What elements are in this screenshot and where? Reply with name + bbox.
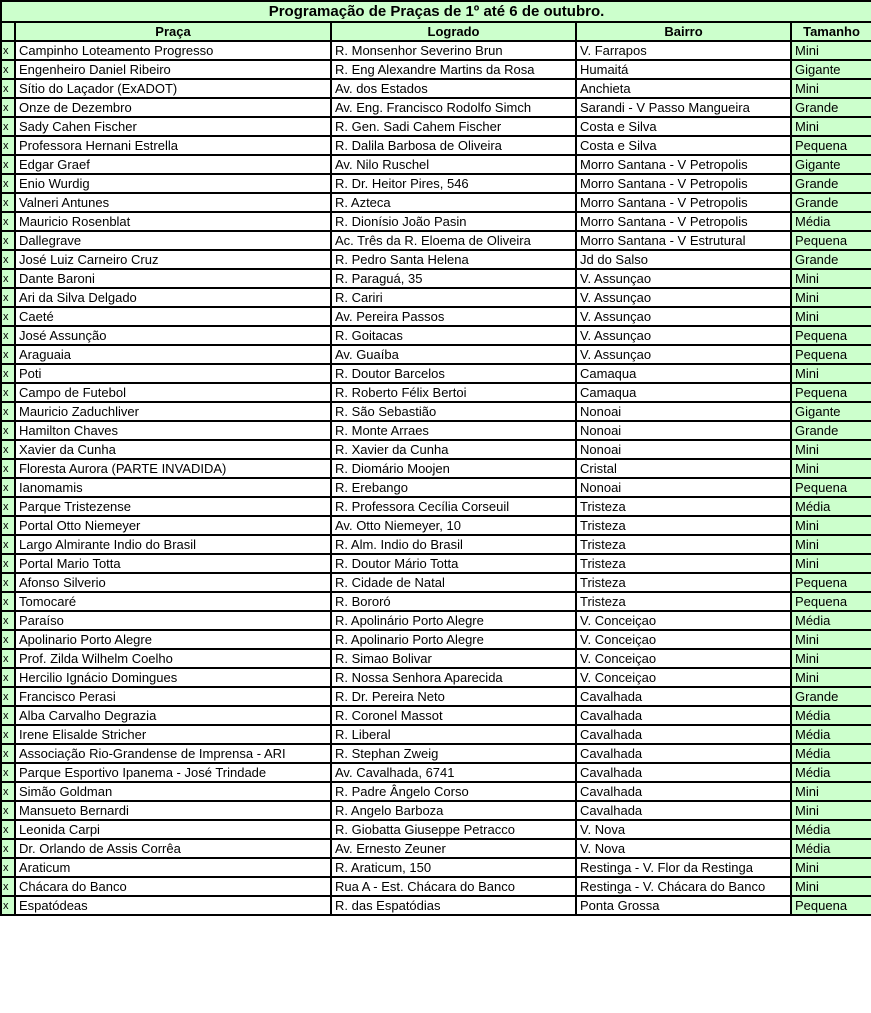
cell-tamanho: Mini xyxy=(791,288,871,307)
cell-tamanho: Grande xyxy=(791,250,871,269)
table-row xyxy=(1,155,871,174)
cell-praca: Engenheiro Daniel Ribeiro xyxy=(15,60,331,79)
cell-tamanho: Mini xyxy=(791,307,871,326)
cell-bairro: Tristeza xyxy=(576,497,791,516)
cell-tamanho: Pequena xyxy=(791,326,871,345)
table-row xyxy=(1,592,871,611)
cell-logrado: Av. Otto Niemeyer, 10 xyxy=(331,516,576,535)
row-marker: x xyxy=(1,231,15,250)
cell-bairro: V. Conceiçao xyxy=(576,611,791,630)
row-marker: x xyxy=(1,402,15,421)
row-marker: x xyxy=(1,117,15,136)
cell-praca: Valneri Antunes xyxy=(15,193,331,212)
table-row xyxy=(1,554,871,573)
table-row xyxy=(1,79,871,98)
cell-logrado: R. Eng Alexandre Martins da Rosa xyxy=(331,60,576,79)
cell-bairro: Cavalhada xyxy=(576,801,791,820)
row-marker: x xyxy=(1,383,15,402)
cell-praca: Prof. Zilda Wilhelm Coelho xyxy=(15,649,331,668)
cell-logrado: R. Monte Arraes xyxy=(331,421,576,440)
cell-tamanho: Pequena xyxy=(791,231,871,250)
table-row xyxy=(1,896,871,915)
cell-praca: Dante Baroni xyxy=(15,269,331,288)
cell-logrado: R. São Sebastião xyxy=(331,402,576,421)
cell-logrado: Rua A - Est. Chácara do Banco xyxy=(331,877,576,896)
table-row xyxy=(1,364,871,383)
row-marker: x xyxy=(1,155,15,174)
row-marker: x xyxy=(1,611,15,630)
row-marker: x xyxy=(1,364,15,383)
cell-bairro: V. Assunçao xyxy=(576,345,791,364)
row-marker: x xyxy=(1,79,15,98)
cell-logrado: R. Padre Ângelo Corso xyxy=(331,782,576,801)
cell-tamanho: Média xyxy=(791,706,871,725)
table-row xyxy=(1,858,871,877)
cell-tamanho: Mini xyxy=(791,516,871,535)
cell-praca: Alba Carvalho Degrazia xyxy=(15,706,331,725)
cell-tamanho: Grande xyxy=(791,193,871,212)
cell-tamanho: Pequena xyxy=(791,383,871,402)
cell-tamanho: Média xyxy=(791,763,871,782)
table-row xyxy=(1,744,871,763)
cell-logrado: R. Dr. Heitor Pires, 546 xyxy=(331,174,576,193)
cell-tamanho: Gigante xyxy=(791,60,871,79)
cell-bairro: Cristal xyxy=(576,459,791,478)
table-row xyxy=(1,440,871,459)
table-row xyxy=(1,725,871,744)
cell-tamanho: Mini xyxy=(791,630,871,649)
row-marker: x xyxy=(1,782,15,801)
cell-logrado: R. Dr. Pereira Neto xyxy=(331,687,576,706)
table-row xyxy=(1,250,871,269)
cell-tamanho: Mini xyxy=(791,440,871,459)
row-marker: x xyxy=(1,554,15,573)
row-marker: x xyxy=(1,649,15,668)
table-row xyxy=(1,801,871,820)
cell-praca: Parque Esportivo Ipanema - José Trindade xyxy=(15,763,331,782)
cell-tamanho: Média xyxy=(791,839,871,858)
cell-praca: Caeté xyxy=(15,307,331,326)
table-row xyxy=(1,345,871,364)
cell-logrado: Av. dos Estados xyxy=(331,79,576,98)
cell-logrado: R. Araticum, 150 xyxy=(331,858,576,877)
cell-bairro: V. Assunçao xyxy=(576,269,791,288)
cell-praca: Paraíso xyxy=(15,611,331,630)
cell-bairro: Jd do Salso xyxy=(576,250,791,269)
cell-bairro: Cavalhada xyxy=(576,782,791,801)
cell-bairro: Cavalhada xyxy=(576,687,791,706)
row-marker: x xyxy=(1,687,15,706)
cell-logrado: R. Stephan Zweig xyxy=(331,744,576,763)
cell-logrado: R. Diomário Moojen xyxy=(331,459,576,478)
cell-bairro: V. Assunçao xyxy=(576,307,791,326)
cell-tamanho: Mini xyxy=(791,782,871,801)
cell-tamanho: Mini xyxy=(791,117,871,136)
table-row xyxy=(1,611,871,630)
row-marker: x xyxy=(1,801,15,820)
cell-praca: Dallegrave xyxy=(15,231,331,250)
cell-logrado: R. Apolinario Porto Alegre xyxy=(331,630,576,649)
table-row xyxy=(1,820,871,839)
cell-praca: Campinho Loteamento Progresso xyxy=(15,41,331,60)
cell-bairro: Morro Santana - V Petropolis xyxy=(576,193,791,212)
cell-bairro: Tristeza xyxy=(576,573,791,592)
cell-tamanho: Pequena xyxy=(791,136,871,155)
row-marker: x xyxy=(1,41,15,60)
cell-praca: Irene Elisalde Stricher xyxy=(15,725,331,744)
cell-bairro: Cavalhada xyxy=(576,706,791,725)
cell-tamanho: Média xyxy=(791,497,871,516)
table-row xyxy=(1,877,871,896)
cell-logrado: Av. Eng. Francisco Rodolfo Simch xyxy=(331,98,576,117)
cell-bairro: V. Conceiçao xyxy=(576,668,791,687)
row-marker: x xyxy=(1,497,15,516)
cell-logrado: R. Gen. Sadi Cahem Fischer xyxy=(331,117,576,136)
row-marker: x xyxy=(1,592,15,611)
cell-tamanho: Gigante xyxy=(791,155,871,174)
cell-logrado: R. Coronel Massot xyxy=(331,706,576,725)
cell-praca: Floresta Aurora (PARTE INVADIDA) xyxy=(15,459,331,478)
row-marker: x xyxy=(1,668,15,687)
table-row xyxy=(1,174,871,193)
cell-bairro: Camaqua xyxy=(576,383,791,402)
table-row xyxy=(1,649,871,668)
cell-logrado: Av. Pereira Passos xyxy=(331,307,576,326)
cell-bairro: Morro Santana - V Petropolis xyxy=(576,155,791,174)
cell-praca: Portal Mario Totta xyxy=(15,554,331,573)
cell-logrado: R. Azteca xyxy=(331,193,576,212)
cell-logrado: R. Liberal xyxy=(331,725,576,744)
cell-bairro: Tristeza xyxy=(576,535,791,554)
cell-logrado: R. Nossa Senhora Aparecida xyxy=(331,668,576,687)
cell-tamanho: Grande xyxy=(791,687,871,706)
cell-bairro: Camaqua xyxy=(576,364,791,383)
table-row xyxy=(1,763,871,782)
column-header-tamanho: Tamanho xyxy=(791,22,871,41)
table-row xyxy=(1,421,871,440)
cell-praca: Onze de Dezembro xyxy=(15,98,331,117)
cell-praca: Leonida Carpi xyxy=(15,820,331,839)
cell-tamanho: Média xyxy=(791,725,871,744)
cell-logrado: R. Simao Bolivar xyxy=(331,649,576,668)
row-marker: x xyxy=(1,630,15,649)
cell-praca: Edgar Graef xyxy=(15,155,331,174)
cell-logrado: R. Bororó xyxy=(331,592,576,611)
row-marker: x xyxy=(1,877,15,896)
row-marker: x xyxy=(1,193,15,212)
column-header-logrado: Logrado xyxy=(331,22,576,41)
cell-logrado: Av. Nilo Ruschel xyxy=(331,155,576,174)
column-header-praca: Praça xyxy=(15,22,331,41)
cell-tamanho: Pequena xyxy=(791,896,871,915)
row-marker: x xyxy=(1,706,15,725)
row-marker: x xyxy=(1,896,15,915)
table-row xyxy=(1,402,871,421)
cell-bairro: Cavalhada xyxy=(576,744,791,763)
row-marker: x xyxy=(1,858,15,877)
row-marker: x xyxy=(1,440,15,459)
row-marker: x xyxy=(1,345,15,364)
cell-bairro: V. Assunçao xyxy=(576,288,791,307)
cell-tamanho: Mini xyxy=(791,459,871,478)
cell-tamanho: Mini xyxy=(791,801,871,820)
cell-logrado: R. Xavier da Cunha xyxy=(331,440,576,459)
cell-logrado: R. Doutor Mário Totta xyxy=(331,554,576,573)
cell-logrado: R. Professora Cecília Corseuil xyxy=(331,497,576,516)
cell-praca: Hamilton Chaves xyxy=(15,421,331,440)
table-row xyxy=(1,516,871,535)
cell-bairro: Cavalhada xyxy=(576,725,791,744)
cell-tamanho: Mini xyxy=(791,364,871,383)
cell-tamanho: Mini xyxy=(791,79,871,98)
cell-praca: Simão Goldman xyxy=(15,782,331,801)
page-title: Programação de Praças de 1º até 6 de outubro. xyxy=(1,1,871,22)
row-marker: x xyxy=(1,820,15,839)
table-row xyxy=(1,839,871,858)
cell-tamanho: Pequena xyxy=(791,345,871,364)
cell-praca: José Luiz Carneiro Cruz xyxy=(15,250,331,269)
table-row xyxy=(1,231,871,250)
cell-bairro: Humaitá xyxy=(576,60,791,79)
cell-logrado: R. Cidade de Natal xyxy=(331,573,576,592)
cell-tamanho: Mini xyxy=(791,535,871,554)
cell-tamanho: Mini xyxy=(791,877,871,896)
cell-bairro: Morro Santana - V Estrutural xyxy=(576,231,791,250)
table-row xyxy=(1,307,871,326)
column-header-bairro: Bairro xyxy=(576,22,791,41)
cell-bairro: Anchieta xyxy=(576,79,791,98)
cell-tamanho: Mini xyxy=(791,554,871,573)
cell-tamanho: Média xyxy=(791,744,871,763)
cell-bairro: V. Assunçao xyxy=(576,326,791,345)
cell-logrado: R. Alm. Indio do Brasil xyxy=(331,535,576,554)
table-row xyxy=(1,706,871,725)
row-marker: x xyxy=(1,839,15,858)
cell-tamanho: Mini xyxy=(791,649,871,668)
cell-praca: Sady Cahen Fischer xyxy=(15,117,331,136)
table-row xyxy=(1,459,871,478)
cell-bairro: Tristeza xyxy=(576,554,791,573)
cell-bairro: Cavalhada xyxy=(576,763,791,782)
cell-praca: Afonso Silverio xyxy=(15,573,331,592)
cell-bairro: Nonoai xyxy=(576,478,791,497)
cell-praca: Ianomamis xyxy=(15,478,331,497)
row-marker: x xyxy=(1,725,15,744)
table-row xyxy=(1,668,871,687)
cell-logrado: R. Giobatta Giuseppe Petracco xyxy=(331,820,576,839)
row-marker: x xyxy=(1,763,15,782)
cell-logrado: R. Dalila Barbosa de Oliveira xyxy=(331,136,576,155)
table-row xyxy=(1,383,871,402)
cell-bairro: Nonoai xyxy=(576,421,791,440)
cell-tamanho: Mini xyxy=(791,41,871,60)
cell-bairro: V. Conceiçao xyxy=(576,630,791,649)
cell-praca: Poti xyxy=(15,364,331,383)
title-row xyxy=(1,1,871,22)
cell-tamanho: Pequena xyxy=(791,573,871,592)
cell-tamanho: Pequena xyxy=(791,592,871,611)
cell-praca: Sítio do Laçador (ExADOT) xyxy=(15,79,331,98)
cell-logrado: R. Doutor Barcelos xyxy=(331,364,576,383)
cell-bairro: Tristeza xyxy=(576,592,791,611)
table-row xyxy=(1,326,871,345)
row-marker: x xyxy=(1,136,15,155)
cell-logrado: R. Goitacas xyxy=(331,326,576,345)
cell-logrado: Av. Ernesto Zeuner xyxy=(331,839,576,858)
cell-praca: Mauricio Zaduchliver xyxy=(15,402,331,421)
cell-praca: Mansueto Bernardi xyxy=(15,801,331,820)
cell-logrado: R. Cariri xyxy=(331,288,576,307)
cell-praca: Chácara do Banco xyxy=(15,877,331,896)
cell-bairro: Costa e Silva xyxy=(576,117,791,136)
table-row xyxy=(1,117,871,136)
row-marker: x xyxy=(1,326,15,345)
row-marker: x xyxy=(1,535,15,554)
cell-logrado: R. Dionísio João Pasin xyxy=(331,212,576,231)
cell-praca: Araguaia xyxy=(15,345,331,364)
cell-tamanho: Grande xyxy=(791,98,871,117)
row-marker: x xyxy=(1,212,15,231)
table-row xyxy=(1,630,871,649)
cell-praca: Araticum xyxy=(15,858,331,877)
row-marker: x xyxy=(1,250,15,269)
cell-tamanho: Grande xyxy=(791,174,871,193)
cell-bairro: V. Conceiçao xyxy=(576,649,791,668)
cell-praca: Professora Hernani Estrella xyxy=(15,136,331,155)
cell-praca: Associação Rio-Grandense de Imprensa - ARI xyxy=(15,744,331,763)
cell-logrado: R. Apolinário Porto Alegre xyxy=(331,611,576,630)
row-marker: x xyxy=(1,744,15,763)
table-body xyxy=(1,41,871,915)
cell-praca: Parque Tristezense xyxy=(15,497,331,516)
table-row xyxy=(1,497,871,516)
row-marker: x xyxy=(1,60,15,79)
cell-praca: Mauricio Rosenblat xyxy=(15,212,331,231)
cell-bairro: Nonoai xyxy=(576,440,791,459)
cell-praca: Portal Otto Niemeyer xyxy=(15,516,331,535)
cell-bairro: Costa e Silva xyxy=(576,136,791,155)
table-row xyxy=(1,41,871,60)
cell-bairro: Tristeza xyxy=(576,516,791,535)
row-marker: x xyxy=(1,174,15,193)
cell-bairro: V. Nova xyxy=(576,839,791,858)
cell-praca: Dr. Orlando de Assis Corrêa xyxy=(15,839,331,858)
cell-praca: Tomocaré xyxy=(15,592,331,611)
cell-praca: Ari da Silva Delgado xyxy=(15,288,331,307)
cell-tamanho: Média xyxy=(791,611,871,630)
row-marker: x xyxy=(1,269,15,288)
cell-tamanho: Grande xyxy=(791,421,871,440)
cell-tamanho: Média xyxy=(791,212,871,231)
cell-praca: Enio Wurdig xyxy=(15,174,331,193)
table-row xyxy=(1,288,871,307)
table-row xyxy=(1,687,871,706)
table-row xyxy=(1,535,871,554)
row-marker: x xyxy=(1,421,15,440)
cell-logrado: Av. Guaíba xyxy=(331,345,576,364)
table-row xyxy=(1,782,871,801)
row-marker: x xyxy=(1,516,15,535)
cell-bairro: V. Farrapos xyxy=(576,41,791,60)
cell-praca: Espatódeas xyxy=(15,896,331,915)
cell-logrado: Ac. Três da R. Eloema de Oliveira xyxy=(331,231,576,250)
marker-column-header xyxy=(1,22,15,41)
cell-bairro: V. Nova xyxy=(576,820,791,839)
row-marker: x xyxy=(1,98,15,117)
cell-logrado: R. Angelo Barboza xyxy=(331,801,576,820)
column-header-row xyxy=(1,22,871,41)
cell-logrado: R. Erebango xyxy=(331,478,576,497)
table-row xyxy=(1,193,871,212)
table-row xyxy=(1,60,871,79)
cell-praca: José Assunção xyxy=(15,326,331,345)
cell-bairro: Morro Santana - V Petropolis xyxy=(576,212,791,231)
row-marker: x xyxy=(1,288,15,307)
table-row xyxy=(1,136,871,155)
cell-tamanho: Pequena xyxy=(791,478,871,497)
table-row xyxy=(1,573,871,592)
cell-bairro: Restinga - V. Flor da Restinga xyxy=(576,858,791,877)
cell-logrado: R. Pedro Santa Helena xyxy=(331,250,576,269)
cell-tamanho: Média xyxy=(791,820,871,839)
cell-tamanho: Mini xyxy=(791,858,871,877)
cell-logrado: R. Monsenhor Severino Brun xyxy=(331,41,576,60)
cell-praca: Apolinario Porto Alegre xyxy=(15,630,331,649)
cell-bairro: Nonoai xyxy=(576,402,791,421)
cell-tamanho: Mini xyxy=(791,269,871,288)
cell-bairro: Morro Santana - V Petropolis xyxy=(576,174,791,193)
cell-bairro: Sarandi - V Passo Mangueira xyxy=(576,98,791,117)
cell-logrado: R. Paraguá, 35 xyxy=(331,269,576,288)
cell-logrado: R. das Espatódias xyxy=(331,896,576,915)
table-row xyxy=(1,98,871,117)
table-row xyxy=(1,478,871,497)
row-marker: x xyxy=(1,307,15,326)
cell-praca: Campo de Futebol xyxy=(15,383,331,402)
cell-bairro: Ponta Grossa xyxy=(576,896,791,915)
cell-logrado: Av. Cavalhada, 6741 xyxy=(331,763,576,782)
cell-praca: Hercilio Ignácio Domingues xyxy=(15,668,331,687)
cell-praca: Largo Almirante Indio do Brasil xyxy=(15,535,331,554)
cell-praca: Xavier da Cunha xyxy=(15,440,331,459)
table-row xyxy=(1,269,871,288)
cell-tamanho: Gigante xyxy=(791,402,871,421)
cell-praca: Francisco Perasi xyxy=(15,687,331,706)
table-row xyxy=(1,212,871,231)
row-marker: x xyxy=(1,573,15,592)
row-marker: x xyxy=(1,459,15,478)
cell-logrado: R. Roberto Félix Bertoi xyxy=(331,383,576,402)
cell-tamanho: Mini xyxy=(791,668,871,687)
row-marker: x xyxy=(1,478,15,497)
cell-bairro: Restinga - V. Chácara do Banco xyxy=(576,877,791,896)
